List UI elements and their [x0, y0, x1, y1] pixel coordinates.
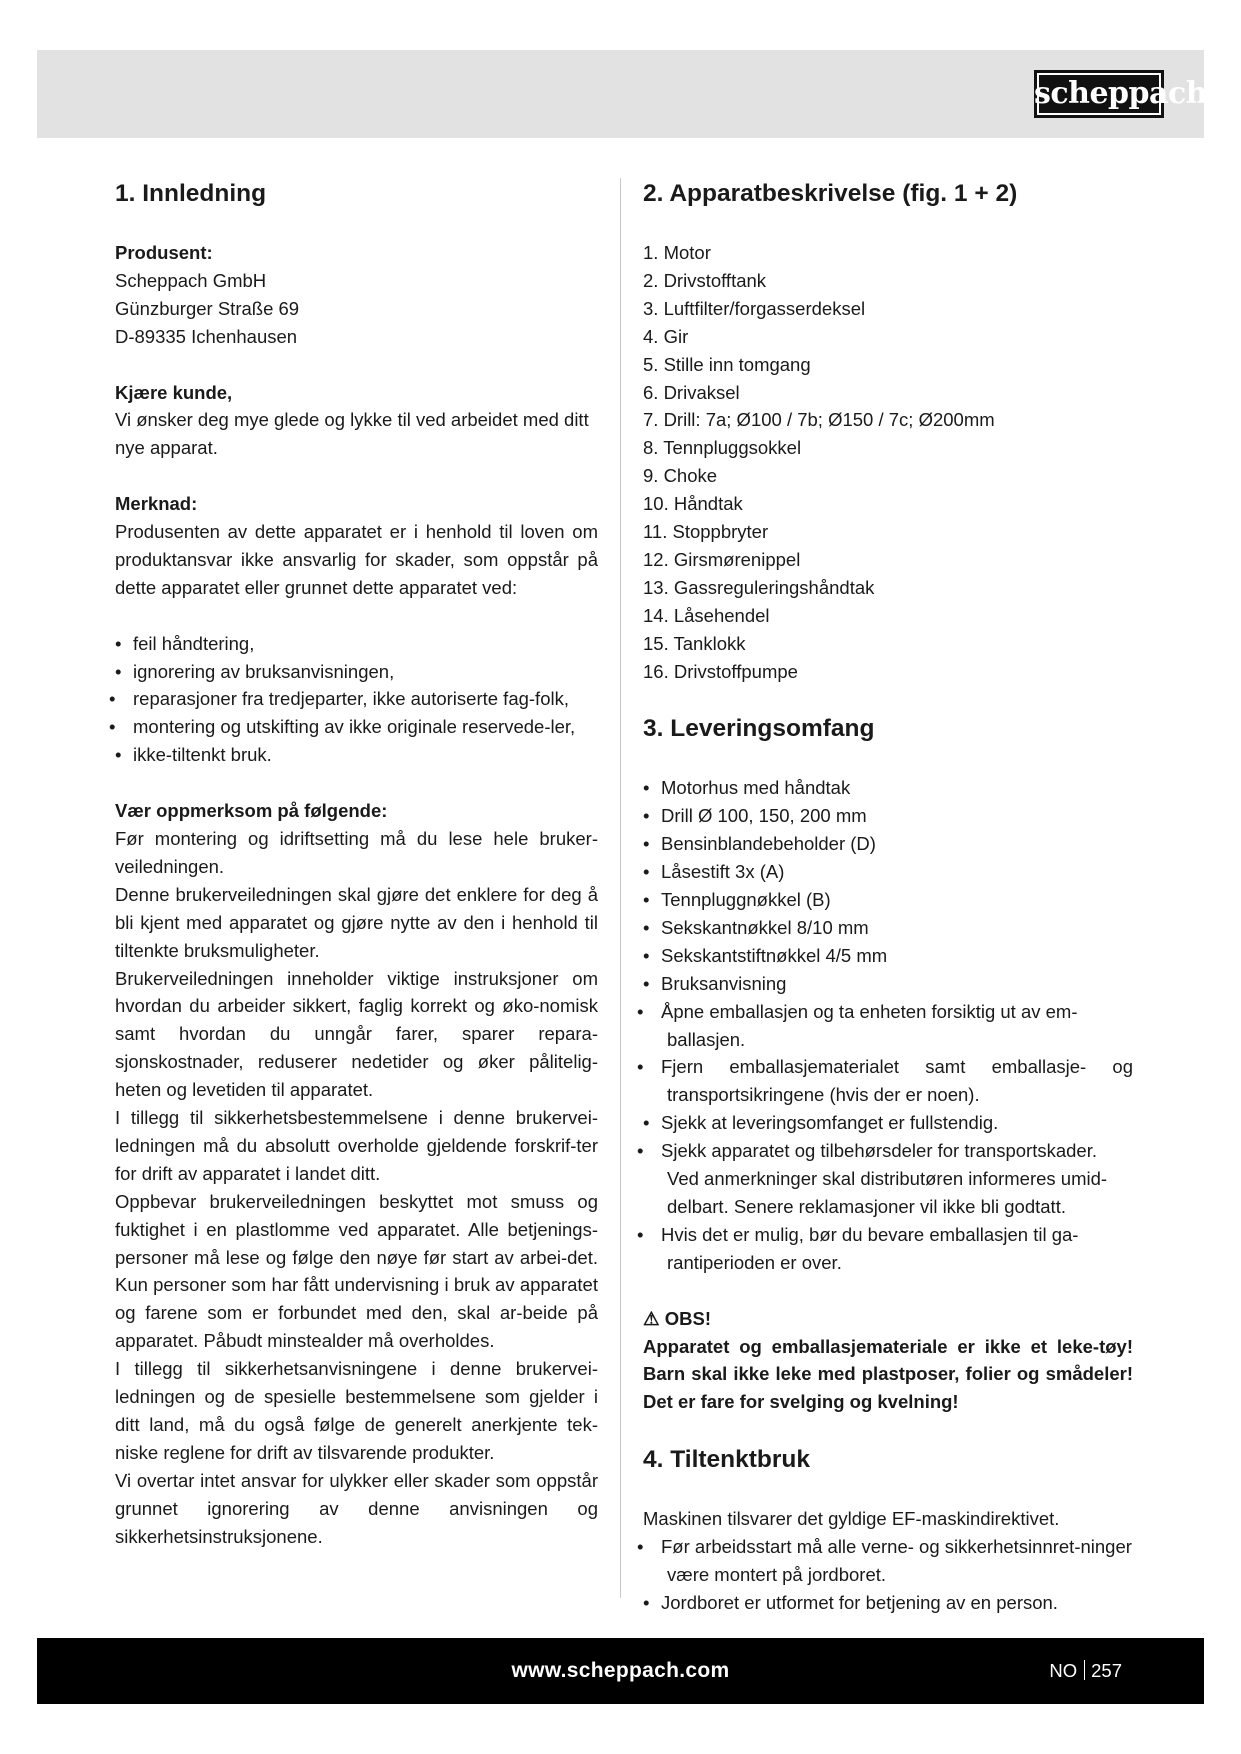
language-code: NO — [1049, 1660, 1078, 1681]
page-separator — [1084, 1660, 1085, 1680]
list-item: • reparasjoner fra tredjeparter, ikke autoriserte fag-folk, — [115, 685, 598, 713]
list-item: • Sjekk apparatet og tilbehørsdeler for transportskader. Ved anmerkninger skal distributøren informeres umid-delbart. Senere reklamasjoner vil ikke bli godtatt. — [643, 1137, 1133, 1221]
list-item: • ikke-tiltenkt bruk. — [115, 741, 598, 769]
list-item: 4. Gir — [643, 325, 689, 347]
dear-customer-text: Vi ønsker deg mye glede og lykke til ved arbeidet med ditt nye apparat. — [115, 409, 589, 459]
list-item: 2. Drivstofftank — [643, 269, 767, 291]
list-item: • Låsestift 3x (A) — [643, 858, 1133, 886]
left-column — [115, 178, 598, 1551]
list-item: • Hvis det er mulig, bør du bevare emballasjen til ga-rantiperioden er over. — [643, 1221, 1133, 1277]
list-item: • montering og utskifting av ikke originale reservede-ler, — [115, 713, 598, 741]
section-title-innledning: 1. Innledning — [115, 180, 267, 207]
attention-paragraph: Oppbevar brukerveiledningen beskyttet mot smuss og fuktighet i en plastlomme ved apparatet. Alle betjenings-personer må lese og følge den nøye før start av arbei-det. Kun personer som har fått undervisning i bruk av apparatet og farene som er forbundet med den, skal ar-beide på apparatet. Påbudt minstealder må overholdes. — [115, 1190, 598, 1352]
note-label: Merknad: — [115, 493, 198, 515]
list-item: 3. Luftfilter/forgasserdeksel — [643, 297, 866, 319]
section-title-leveringsomfang: 3. Leveringsomfang — [643, 715, 875, 743]
list-item: 13. Gassreguleringshåndtak — [643, 576, 875, 598]
list-item: • Tennpluggnøkkel (B) — [643, 886, 1133, 914]
column-divider — [620, 178, 621, 1598]
footer-band — [37, 1638, 1204, 1704]
list-item: • Før arbeidsstart må alle verne- og sikkerhetsinnret-ninger være montert på jordboret. — [643, 1533, 1133, 1589]
attention-paragraph: Før montering og idriftsetting må du lese hele bruker-veiledningen. — [115, 827, 598, 877]
parts-list — [643, 239, 1133, 686]
manufacturer-line: Scheppach GmbH — [115, 269, 267, 291]
intended-use-list — [643, 1533, 1133, 1617]
list-item: 15. Tanklokk — [643, 632, 746, 654]
list-item: • Åpne emballasjen og ta enheten forsiktig ut av em-ballasjen. — [643, 998, 1133, 1054]
list-item: 1. Motor — [643, 242, 711, 263]
manufacturer-label: Produsent: — [115, 242, 213, 263]
dear-customer-label: Kjære kunde, — [115, 381, 233, 403]
list-item: 7. Drill: 7a; Ø100 / 7b; Ø150 / 7c; Ø200mm — [643, 409, 995, 431]
list-item: 9. Choke — [643, 465, 718, 487]
page-number-value: 257 — [1091, 1660, 1122, 1681]
attention-paragraph: I tillegg til sikkerhetsanvisningene i denne brukervei-ledningen og de spesielle bestemmelsene som gjelder i ditt land, må du også følge de generelt anerkjente tek-niske reglene for drift av tilsvarende produkter. — [115, 1358, 598, 1463]
list-item: 6. Drivaksel — [643, 381, 740, 403]
attention-paragraph: Vi overtar intet ansvar for ulykker eller skader som oppstår grunnet ignorering av denne anvisningen og sikkerhetsinstruksjonene. — [115, 1469, 598, 1547]
list-item: 5. Stille inn tomgang — [643, 353, 811, 375]
list-item: 8. Tennpluggsokkel — [643, 437, 802, 459]
section-title-tiltenktbruk: 4. Tiltenktbruk — [643, 1446, 811, 1474]
warning-text: Apparatet og emballasjemateriale er ikke et leke-tøy! Barn skal ikke leke med plastposer, folier og smådeler! Det er fare for svelging og kvelning! — [643, 1335, 1133, 1413]
list-item: 12. Girsmørenippel — [643, 548, 801, 570]
list-item: 10. Håndtak — [643, 493, 743, 515]
manufacturer-line: Günzburger Straße 69 — [115, 297, 300, 319]
list-item: • Fjern emballasjematerialet samt emballasje- og transportsikringene (hvis der er noen). — [643, 1053, 1133, 1109]
header-band — [37, 50, 1208, 138]
list-item: • Sekskantstiftnøkkel 4/5 mm — [643, 942, 1133, 970]
footer-url: www.scheppach.com — [511, 1659, 730, 1682]
note-text: Produsenten av dette apparatet er i henhold til loven om produktansvar ikke ansvarlig for skader, som oppstår på dette apparatet eller grunnet dette apparatet ved: — [115, 521, 598, 598]
list-item: • Sekskantnøkkel 8/10 mm — [643, 914, 1133, 942]
list-item: • Bruksanvisning — [643, 970, 1133, 998]
manufacturer-line: D-89335 Ichenhausen — [115, 325, 298, 347]
list-item: 11. Stoppbryter — [643, 521, 769, 543]
list-item: 14. Låsehendel — [643, 604, 770, 626]
list-item: • Jordboret er utformet for betjening av en person. — [643, 1589, 1133, 1617]
list-item: • ignorering av bruksanvisningen, — [115, 658, 598, 686]
warning-title: ⚠ OBS! — [643, 1307, 711, 1329]
list-item: • Drill Ø 100, 150, 200 mm — [643, 802, 1133, 830]
list-item: • feil håndtering, — [115, 630, 598, 658]
right-column — [643, 178, 1133, 1617]
list-item: • Sjekk at leveringsomfanget er fullstendig. — [643, 1109, 1133, 1137]
list-item: • Motorhus med håndtak — [643, 774, 1133, 802]
attention-paragraph: I tillegg til sikkerhetsbestemmelsene i denne brukervei-ledningen må du absolutt overholde gjeldende forskrif-ter for drift av apparatet i landet ditt. — [115, 1107, 598, 1184]
scheppach-logo: scheppach — [1034, 70, 1164, 118]
section-title-apparatbeskrivelse: 2. Apparatbeskrivelse (fig. 1 + 2) — [643, 180, 1018, 207]
delivery-scope-list — [643, 774, 1133, 1276]
page-number — [1049, 1638, 1122, 1704]
list-item: • Bensinblandebeholder (D) — [643, 830, 1133, 858]
attention-label: Vær oppmerksom på følgende: — [115, 800, 388, 822]
attention-paragraph: Brukerveiledningen inneholder viktige instruksjoner om hvordan du arbeider sikkert, faglig korrekt og øko-nomisk samt hvordan du unngår farer, sparer repara-sjonskostnader, reduserer nedetider og øker pålitelig-heten og levetiden til apparatet. — [115, 967, 598, 1101]
intended-use-intro: Maskinen tilsvarer det gyldige EF-maskindirektivet. — [643, 1508, 1060, 1530]
list-item: 16. Drivstoffpumpe — [643, 660, 798, 682]
liability-causes-list — [115, 630, 598, 770]
attention-paragraph: Denne brukerveiledningen skal gjøre det enklere for deg å bli kjent med apparatet og gjøre nytte av den i henhold til tiltenkte bruksmuligheter. — [115, 883, 598, 961]
